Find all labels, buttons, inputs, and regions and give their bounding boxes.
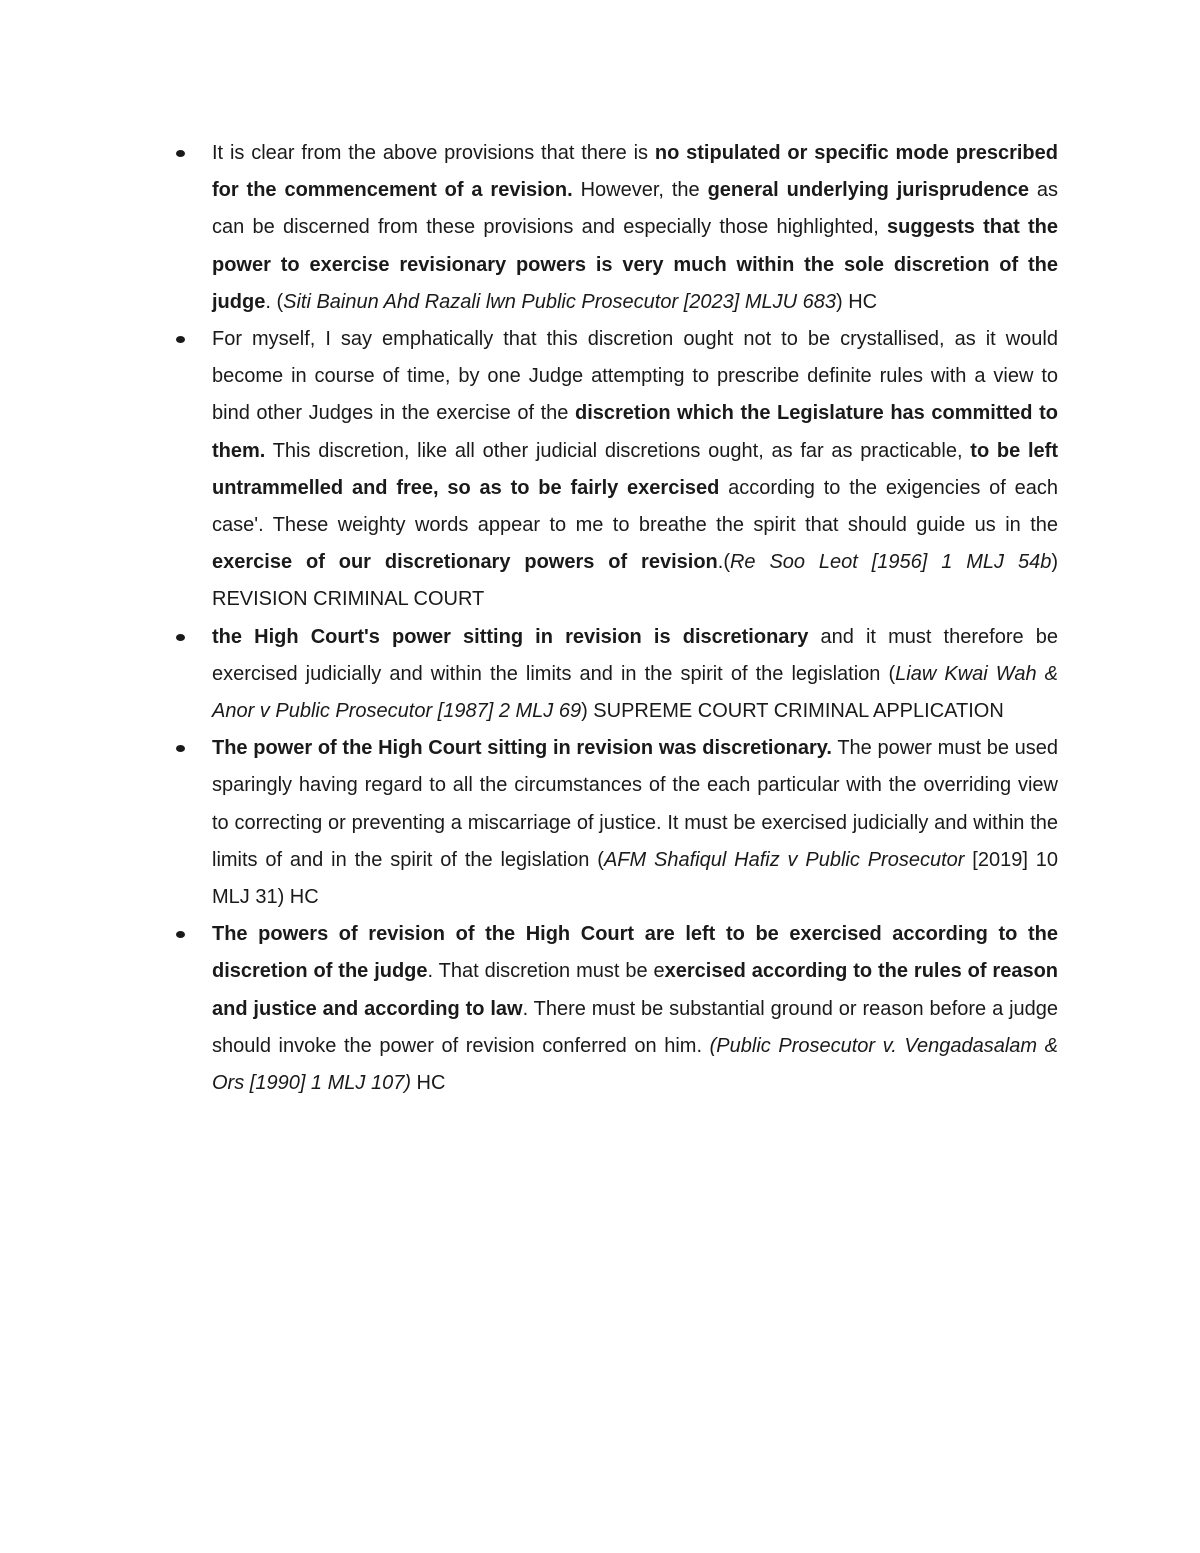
bold-text-segment: the High Court's power sitting in revision is discretionary	[212, 625, 809, 648]
bullet-icon	[176, 634, 185, 641]
bullet-item	[212, 916, 1058, 1102]
bold-text-segment: exercise of our discretionary powers of revision	[212, 551, 718, 574]
text-segment: The power must be used sparingly having regard to all the circumstances of the each particular with the overriding view to correcting or preventing a miscarriage of justice. It must be exercised judicially and within the limits of and in the spirit of the legislation (	[212, 737, 1059, 871]
bullet-icon	[176, 150, 185, 157]
bullet-item	[212, 619, 1058, 731]
text-segment: ) REVISION CRIMINAL COURT	[212, 551, 1058, 611]
text-segment: . (	[265, 290, 284, 313]
case-citation: Liaw Kwai Wah & Anor v Public Prosecutor [1987] 2 MLJ 69	[212, 662, 1058, 723]
text-segment: [2019] 10 MLJ 31) HC	[212, 848, 1058, 909]
bullet-item	[212, 321, 1058, 619]
text-segment: .(	[717, 551, 730, 574]
bold-text-segment: xercised according to the rules of reason and justice and according to law	[212, 960, 1058, 1020]
case-citation: (Public Prosecutor v. Vengadasalam & Ors [1990] 1 MLJ 107)	[212, 1034, 1058, 1095]
bullet-icon	[176, 745, 185, 752]
bold-text-segment: suggests that the power to exercise revisionary powers is very much within the sole discretion of the judge	[212, 216, 1058, 313]
text-segment: as can be discerned from these provisions and especially those highlighted,	[212, 179, 1059, 239]
text-segment: For myself, I say emphatically that this discretion ought not to be crystallised, as it would become in course of time, by one Judge attempting to prescribe definite rules with a view to bind other Judges in the exercise of the	[212, 328, 1058, 425]
text-segment: However, the	[572, 179, 708, 202]
bullet-list	[212, 135, 1058, 1102]
text-segment: HC	[410, 1072, 446, 1095]
bold-text-segment: The power of the High Court sitting in revision was discretionary.	[212, 737, 832, 760]
case-citation: Siti Bainun Ahd Razali lwn Public Prosecutor [2023] MLJU 683	[283, 290, 837, 313]
bullet-icon	[176, 931, 185, 938]
case-citation: AFM Shafiqul Hafiz v Public Prosecutor	[603, 848, 965, 871]
bold-text-segment: The powers of revision of the High Court are left to be exercised according to the discretion of the judge	[212, 923, 1058, 983]
bullet-item	[212, 135, 1058, 321]
bold-text-segment: discretion which the Legislature has committed to them.	[212, 402, 1058, 462]
text-segment: It is clear from the above provisions that there is	[212, 142, 655, 164]
text-segment: ) SUPREME COURT CRIMINAL APPLICATION	[581, 700, 1004, 723]
text-segment: and it must therefore be exercised judicially and within the limits and in the spirit of the legislation (	[212, 625, 1058, 685]
case-citation: Re Soo Leot [1956] 1 MLJ 54b	[729, 551, 1052, 574]
text-segment: This discretion, like all other judicial discretions ought, as far as practicable,	[265, 439, 971, 462]
bold-text-segment: to be left untrammelled and free, so as to be fairly exercised	[212, 439, 1058, 499]
text-segment: ) HC	[836, 290, 878, 313]
bullet-item	[212, 730, 1058, 916]
text-segment: according to the exigencies of each case'. These weighty words appear to me to breathe the spirit that should guide us in the	[212, 476, 1058, 537]
text-segment: . There must be substantial ground or reason before a judge should invoke the power of revision conferred on him.	[212, 997, 1059, 1057]
bold-text-segment: no stipulated or specific mode prescribed for the commencement of a revision.	[212, 142, 1058, 202]
bullet-icon	[176, 336, 185, 343]
text-segment: . That discretion must be e	[427, 960, 665, 983]
bold-text-segment: general underlying jurisprudence	[707, 179, 1029, 202]
